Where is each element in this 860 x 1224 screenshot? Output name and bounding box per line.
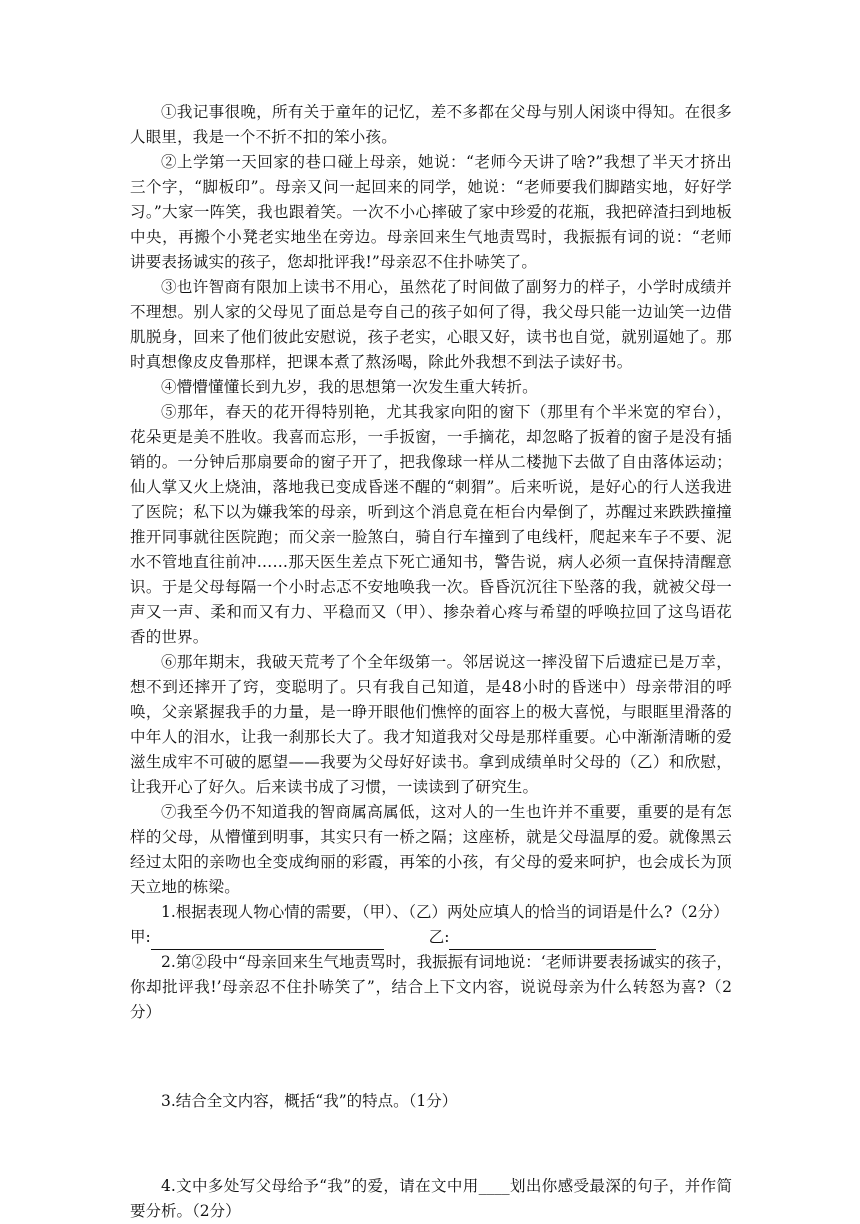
answer-blank-jia[interactable]: [151, 931, 384, 950]
paragraph-6: ⑥那年期末，我破天荒考了个全年级第一。邻居说这一摔没留下后遗症已是万幸，想不到还摔开了窍，变聪明了。只有我自己知道，是48小时的昏迷中）母亲带泪的呼唤，父亲紧握我手的力量，是一睁开眼他们憔悴的面容上的极大喜悦，与眼眶里滑落的中年人的泪水，让我一刹那长大了。我才知道我对父母是那样重要。心中渐渐清晰的爱滋生成牢不可破的愿望——我要为父母好好读书。拿到成绩单时父母的（乙）和欣慰，让我开心了好久。后来读书成了习惯，一读读到了研究生。: [130, 653, 732, 796]
reading-content: [130, 100, 732, 1224]
paragraph-7: ⑦我至今仍不知道我的智商属高属低，这对人的一生也许并不重要，重要的是有怎样的父母，从懵懂到明事，其实只有一桥之隔；这座桥，就是父母温厚的爱。就像黑云经过太阳的亲吻也全变成绚丽的彩霞，再笨的小孩，有父母的爱来呵护，也会成长为顶天立地的栋梁。: [130, 803, 732, 896]
question-1-answer-row: [130, 925, 732, 950]
paragraph-5: ⑤那年，春天的花开得特别艳，尤其我家向阳的窗下（那里有个半米宽的窄台），花朵更是美不胜收。我喜而忘形，一手扳窗，一手摘花，却忽略了扳着的窗子是没有插销的。一分钟后那扇要命的窗子开了，把我像球一样从二楼抛下去做了自由落体运动；仙人掌又火上烧油，落地我已变成昏迷不醒的“刺猬”。后来听说，是好心的行人送我进了医院；私下以为嫌我笨的母亲，听到这个消息竟在柜台内晕倒了，苏醒过来跌跌撞撞推开同事就往医院跑；而父亲一脸煞白，骑自行车撞到了电线杆，爬起来车子不要、泥水不管地直往前冲……那天医生差点下死亡通知书，警告说，病人必须一直保持清醒意识。于是父母每隔一个小时忐忑不安地唤我一次。昏昏沉沉往下坠落的我，就被父母一声又一声、柔和而又有力、平稳而又（甲）、掺杂着心疼与希望的呼唤拉回了这鸟语花香的世界。: [130, 403, 732, 646]
question-2: 2.第②段中“母亲回来生气地责骂时，我振振有词地说：‘老师讲要表扬诚实的孩子，你却批评我!’母亲忍不住扑哧笑了”，结合上下文内容，说说母亲为什么转怒为喜?（2分）: [130, 953, 732, 1021]
answer-space-3[interactable]: [130, 1114, 732, 1174]
paragraph-1: ①我记事很晚，所有关于童年的记忆，差不多都在父母与别人闲谈中得知。在很多人眼里，我是一个不折不扣的笨小孩。: [130, 103, 732, 146]
paragraph-4: ④懵懵懂懂长到九岁，我的思想第一次发生重大转折。: [161, 378, 538, 396]
answer-space-2[interactable]: [130, 1025, 732, 1089]
question-4: 4.文中多处写父母给予“我”的爱，请在文中用____划出你感受最深的句子，并作简要分析。（2分）: [130, 1177, 732, 1220]
answer-label-jia: 甲:: [130, 928, 151, 946]
paragraph-3: ③也许智商有限加上读书不用心，虽然花了时间做了副努力的样子，小学时成绩并不理想。别人家的父母见了面总是夸自己的孩子如何了得，我父母只能一边讪笑一边借肌脱身，回来了他们彼此安慰说，孩子老实，心眼又好，读书也自觉，就别逼她了。那时真想像皮皮鲁那样，把课本煮了熬汤喝，除此外我想不到法子读好书。: [130, 278, 732, 371]
question-3: 3.结合全文内容，概括“我”的特点。（1分）: [161, 1092, 458, 1110]
question-1: 1.根据表现人物心情的需要，（甲）、（乙）两处应填人的恰当的词语是什么?（2分）: [161, 903, 729, 921]
answer-blank-yi[interactable]: [449, 931, 656, 950]
answer-label-yi: 乙:: [428, 928, 450, 946]
paragraph-2: ②上学第一天回家的巷口碰上母亲，她说：“老师今天讲了啥?”我想了半天才挤出三个字，“脚板印”。母亲又问一起回来的同学，她说：“老师要我们脚踏实地，好好学习。”大家一阵笑，我也跟着笑。一次不小心摔破了家中珍爱的花瓶，我把碎渣扫到地板中央，再搬个小凳老实地坐在旁边。母亲回来生气地责骂时，我振振有词的说：“老师讲要表扬诚实的孩子，您却批评我!”母亲忍不住扑哧笑了。: [130, 153, 732, 271]
